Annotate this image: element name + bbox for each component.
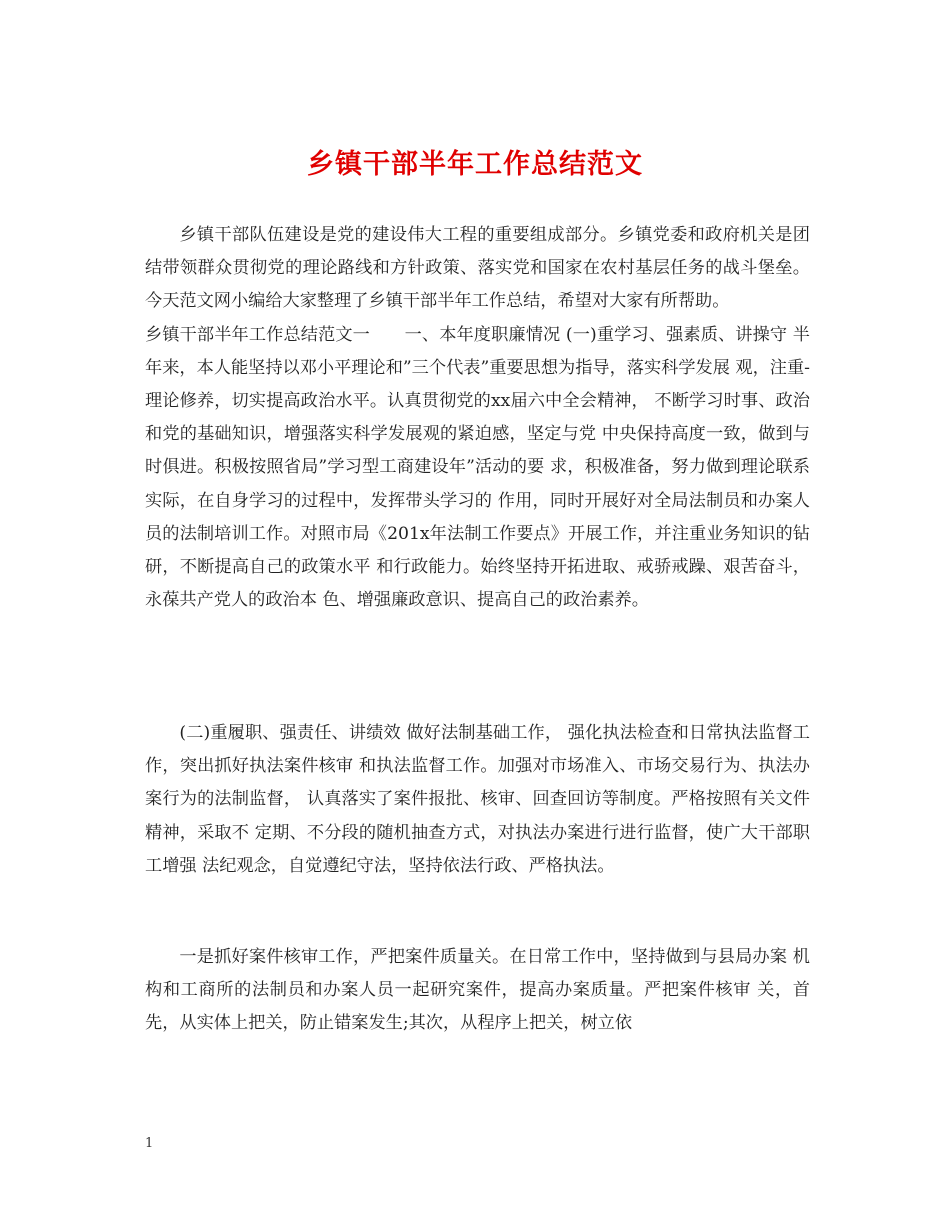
body-paragraph: 一是抓好案件核审工作，严把案件质量关。在日常工作中，坚持做到与县局办案 机构和工商所的法制员和办案人员一起研究案件，提高办案质量。严把案件核审 关，首先，从实体上把关，防止错案发生;其次，从程序上把关，树立依 [145,947,810,1034]
body-paragraph: 乡镇干部队伍建设是党的建设伟大工程的重要组成部分。乡镇党委和政府机关是团结带领群众贯彻党的理论路线和方针政策、落实党和国家在农村基层任务的战斗堡垒。今天范文网小编给大家整理了乡镇干部半年工作总结，希望对大家有所帮助。 [145,225,810,312]
body-section-intro [145,219,810,617]
page-number: 1 [145,1136,154,1151]
body-paragraph: (二)重履职、强责任、讲绩效 做好法制基础工作， 强化执法检查和日常执法监督工作，突出抓好执法案件核审 和执法监督工作。加强对市场准入、市场交易行为、执法办案行为的法制监督， 认真落实了案件报批、核审、回查回访等制度。严格按照有关文件精神，采取不 定期、不分段的随机抽查方式，对执法办案进行进行监督，使广大干部职工增强 法纪观念，自觉遵纪守法，坚持依法行政、严格执法。 [145,723,810,876]
body-section-duties [145,717,810,883]
body-section-review [145,941,810,1041]
body-paragraph: 乡镇干部半年工作总结范文一 一、本年度职廉情况 (一)重学习、强素质、讲操守 半年来，本人能坚持以邓小平理论和”三个代表”重要思想为指导，落实科学发展 观，注重-理论修养，切实提高政治水平。认真贯彻党的xx届六中全会精神， 不断学习时事、政治和党的基础知识，增强落实科学发展观的紧迫感，坚定与党 中央保持高度一致，做到与时俱进。积极按照省局”学习型工商建设年”活动的要 求，积极准备，努力做到理论联系实际，在自身学习的过程中，发挥带头学习的 作用，同时开展好对全局法制员和办案人员的法制培训工作。对照市局《201x年法制工作要点》开展工作，并注重业务知识的钻研，不断提高自己的政策水平 和行政能力。始终坚持开拓进取、戒骄戒躁、艰苦奋斗，永葆共产党人的政治本 色、增强廉政意识、提高自己的政治素养。 [145,324,810,611]
document-title: 乡镇干部半年工作总结范文 [307,149,643,180]
